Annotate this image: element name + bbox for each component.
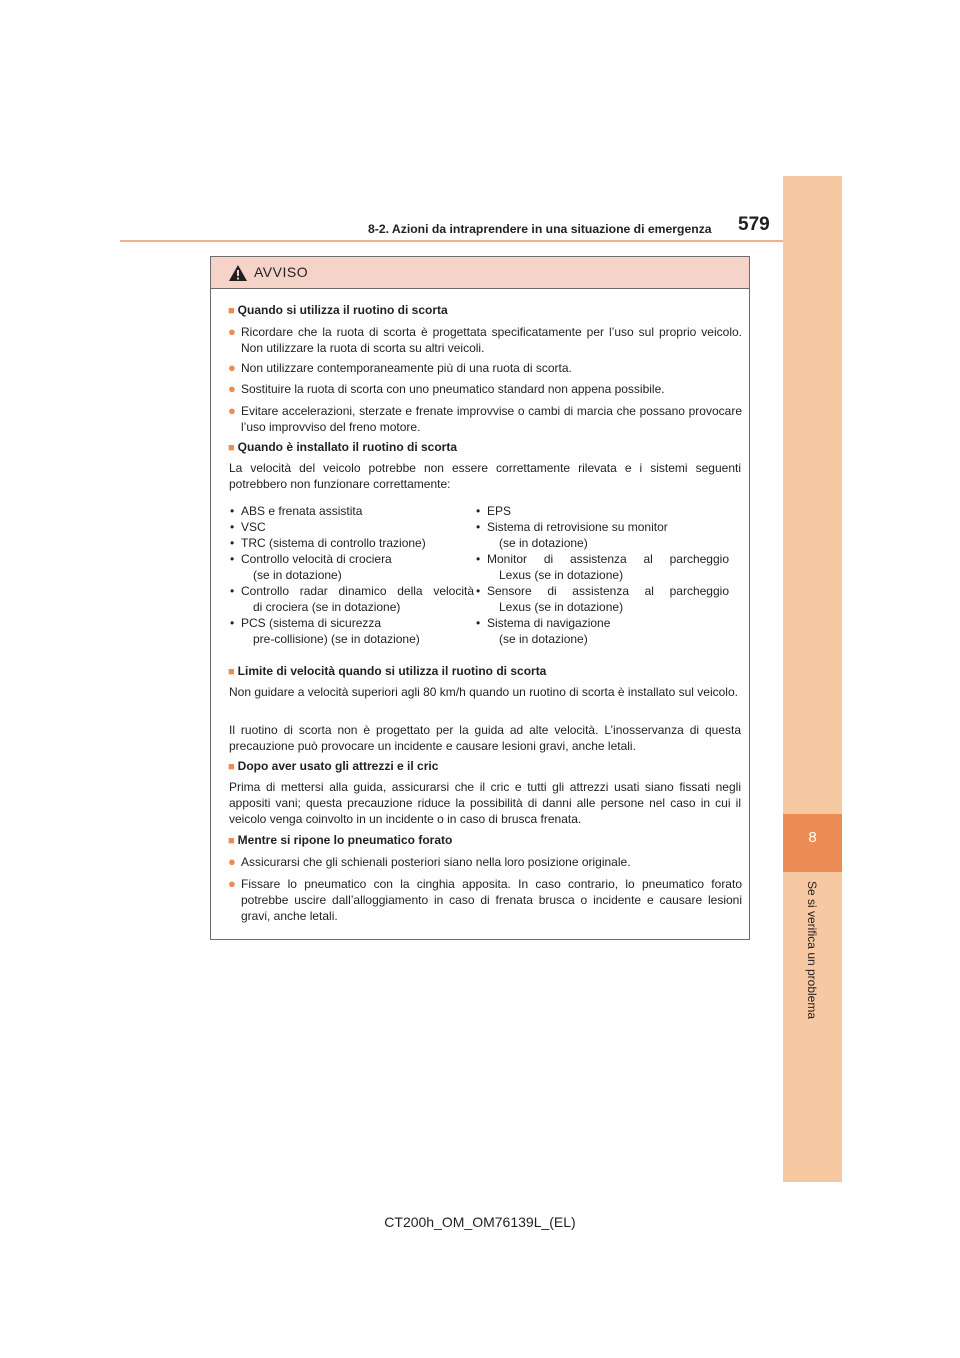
- list-item: • VSC: [229, 519, 474, 535]
- list-item: • ABS e frenata assistita: [229, 503, 474, 519]
- bullet-item: ● Assicurarsi che gli schienali posteriori siano nella loro posizione originale.: [228, 854, 631, 869]
- warning-box: [210, 256, 750, 940]
- list-item: • Controllo radar dinamico della velocità di crociera (se in dotazione): [229, 583, 474, 615]
- section-heading: ■ Limite di velocità quando si utilizza il ruotino di scorta: [228, 664, 546, 678]
- bullet-dot-icon: ●: [228, 381, 236, 396]
- systems-list-left: [229, 503, 474, 647]
- section-heading: ■ Dopo aver usato gli attrezzi e il cric: [228, 759, 438, 773]
- bullet-dot-icon: ●: [228, 324, 236, 339]
- list-item: • Sensore di assistenza al parcheggio Lexus (se in dotazione): [475, 583, 729, 615]
- section-paragraph: Il ruotino di scorta non è progettato per la guida ad alte velocità. L’inosservanza di questa precauzione può provocare un incidente e causare lesioni gravi, anche letali.: [229, 723, 741, 753]
- bullet-item: ● Evitare accelerazioni, sterzate e frenate improvvise o cambi di marcia che possano provocare l’uso improvviso del freno motore.: [228, 403, 742, 434]
- systems-list-right: [475, 503, 729, 647]
- section-paragraph: Prima di mettersi alla guida, assicurarsi che il cric e tutti gli attrezzi usati siano fissati negli appositi vani; questa precauzione riduce la possibilità di danni alle persone nel caso in cui il veicolo venga coinvolto in un incidente o in caso di brusca frenata.: [229, 780, 741, 826]
- list-item: • PCS (sistema di sicurezza pre-collisione) (se in dotazione): [229, 615, 474, 647]
- list-item: • Sistema di navigazione (se in dotazione): [475, 615, 729, 647]
- section-heading: ■ Quando si utilizza il ruotino di scorta: [228, 303, 448, 317]
- bullet-dot-icon: ●: [228, 403, 236, 418]
- section-heading: ■ Mentre si ripone lo pneumatico forato: [228, 833, 452, 847]
- section-paragraph: La velocità del veicolo potrebbe non essere correttamente rilevata e i sistemi seguenti potrebbero non funzionare correttamente:: [229, 461, 741, 491]
- warning-title: AVVISO: [254, 264, 309, 280]
- list-item: • Sistema di retrovisione su monitor (se in dotazione): [475, 519, 729, 551]
- page-number: 579: [738, 214, 770, 235]
- bullet-dot-icon: ●: [228, 876, 236, 891]
- bullet-dot-icon: ●: [228, 854, 236, 869]
- list-item: • Monitor di assistenza al parcheggio Lexus (se in dotazione): [475, 551, 729, 583]
- chapter-side-tab: [783, 176, 842, 1182]
- bullet-item: ● Fissare lo pneumatico con la cinghia apposita. In caso contrario, lo pneumatico forato potrebbe uscire dall’alloggiamento in caso di frenata brusca o incidente e causare lesioni gravi, anche letali.: [228, 876, 742, 923]
- bullet-dot-icon: ●: [228, 360, 236, 375]
- header-rule: [120, 240, 783, 242]
- chapter-number: 8: [808, 829, 817, 846]
- list-item: • EPS: [475, 503, 729, 519]
- document-code: CT200h_OM_OM76139L_(EL): [384, 1214, 576, 1230]
- list-item: • TRC (sistema di controllo trazione): [229, 535, 474, 551]
- bullet-item: ● Ricordare che la ruota di scorta è progettata specificatamente per l’uso sul proprio veicolo. Non utilizzare la ruota di scorta su altri veicoli.: [228, 324, 742, 355]
- bullet-item: ● Non utilizzare contemporaneamente più di una ruota di scorta.: [228, 360, 572, 375]
- chapter-label: Se si verifica un problema: [805, 880, 819, 1020]
- section-title: 8-2. Azioni da intraprendere in una situazione di emergenza: [368, 222, 712, 236]
- section-paragraph: Non guidare a velocità superiori agli 80 km/h quando un ruotino di scorta è installato sul veicolo.: [229, 685, 738, 699]
- section-heading: ■ Quando è installato il ruotino di scorta: [228, 440, 457, 454]
- warning-header: [211, 257, 749, 289]
- bullet-item: ● Sostituire la ruota di scorta con uno pneumatico standard non appena possibile.: [228, 381, 665, 396]
- list-item: • Controllo velocità di crociera (se in dotazione): [229, 551, 474, 583]
- warning-triangle-icon: [228, 264, 248, 282]
